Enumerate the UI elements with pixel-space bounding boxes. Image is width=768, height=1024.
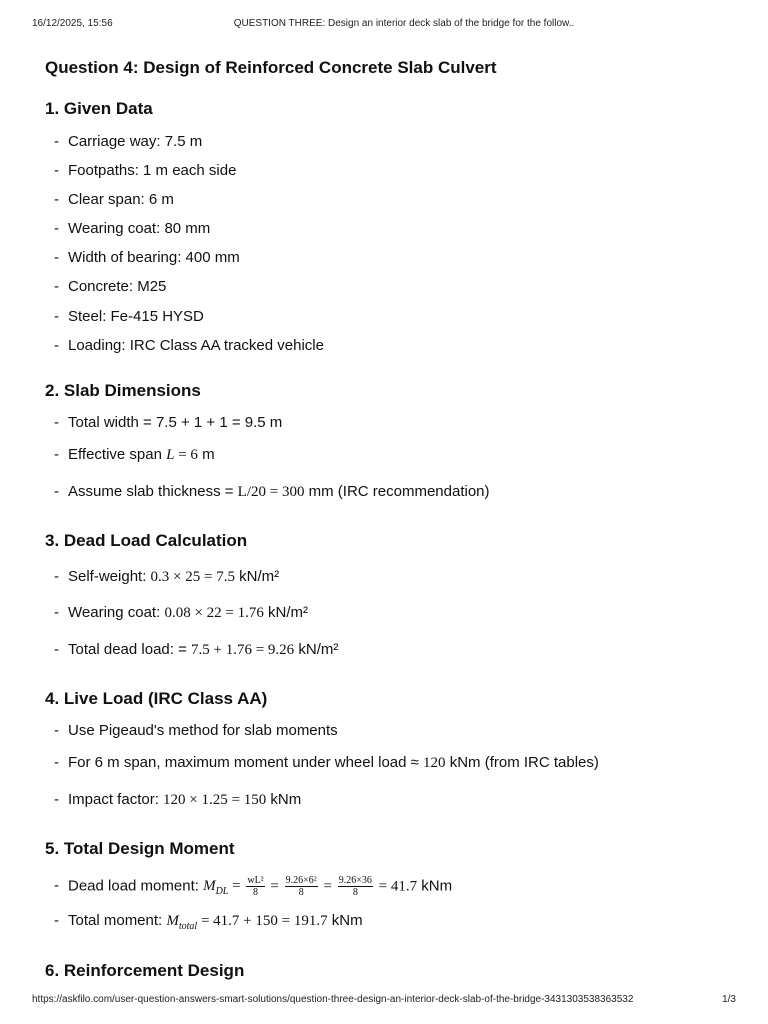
- list-item: - Footpaths: 1 m each side: [54, 162, 237, 179]
- print-date: 16/12/2025, 15:56: [32, 18, 113, 29]
- fraction: $\frac{9.26\times 36}{8}$: [338, 875, 372, 898]
- section-heading-live-load: 4. Live Load (IRC Class AA): [45, 689, 268, 708]
- section-heading-dead-load: 3. Dead Load Calculation: [45, 531, 248, 550]
- list-item: - Dead load moment: $M_{DL}$ = $\frac{\text{wL²}}{8}$ = $\frac{\text{9.26×6²}}{8}$ = $\frac{9.26\times 36}{8}$ = 41.7 kNm: [54, 875, 453, 898]
- print-header: [32, 14, 736, 28]
- list-item: - For 6 m span, maximum moment under wheel load ≈ 120 kNm (from IRC tables): [54, 754, 599, 771]
- fraction: $\frac{\text{9.26×6²}}{8}$: [285, 875, 317, 898]
- section-heading-total-design-moment: 5. Total Design Moment: [45, 839, 235, 858]
- section-heading-slab-dimensions: 2. Slab Dimensions: [45, 381, 201, 400]
- list-item: - Width of bearing: 400 mm: [54, 249, 240, 266]
- list-item: - Wearing coat: 80 mm: [54, 220, 211, 237]
- section-heading-reinforcement-design: 6. Reinforcement Design: [45, 961, 245, 980]
- list-item: - Steel: Fe-415 HYSD: [54, 308, 204, 325]
- list-item: - Self-weight: 0.3 × 25 = 7.5 kN/m²: [54, 568, 280, 585]
- document-title: Question 4: Design of Reinforced Concrete Slab Culvert: [45, 58, 497, 77]
- list-item: - Loading: IRC Class AA tracked vehicle: [54, 337, 324, 354]
- fraction: $\frac{\text{wL²}}{8}$: [247, 875, 264, 898]
- section-heading-given-data: 1. Given Data: [45, 99, 153, 118]
- list-item: - Concrete: M25: [54, 278, 167, 295]
- list-item: - Carriage way: 7.5 m: [54, 133, 203, 150]
- list-item: - Total moment: $M_{total} = 41.7 + 150 = 191.7$ kNm: [54, 912, 363, 932]
- page-number: 1/3: [722, 994, 736, 1005]
- print-url: https://askfilo.com/user-question-answers-smart-solutions/question-three-design-an-interior-deck-slab-of-the-bridge-3431303538363532: [32, 994, 634, 1005]
- list-item: - Assume slab thickness = L/20 = 300 mm (IRC recommendation): [54, 483, 490, 500]
- list-item: - Impact factor: 120 × 1.25 = 150 kNm: [54, 791, 302, 808]
- list-item: - Use Pigeaud's method for slab moments: [54, 722, 338, 739]
- print-footer: [32, 994, 736, 1008]
- list-item: - Wearing coat: 0.08 × 22 = 1.76 kN/m²: [54, 604, 309, 621]
- print-title: QUESTION THREE: Design an interior deck slab of the bridge for the follow..: [233, 18, 575, 29]
- list-item: - Effective span L = 6 m: [54, 446, 215, 463]
- list-item: - Clear span: 6 m: [54, 191, 174, 208]
- list-item: - Total width = 7.5 + 1 + 1 = 9.5 m: [54, 414, 283, 431]
- list-item: - Total dead load: = 7.5 + 1.76 = 9.26 kN/m²: [54, 641, 339, 658]
